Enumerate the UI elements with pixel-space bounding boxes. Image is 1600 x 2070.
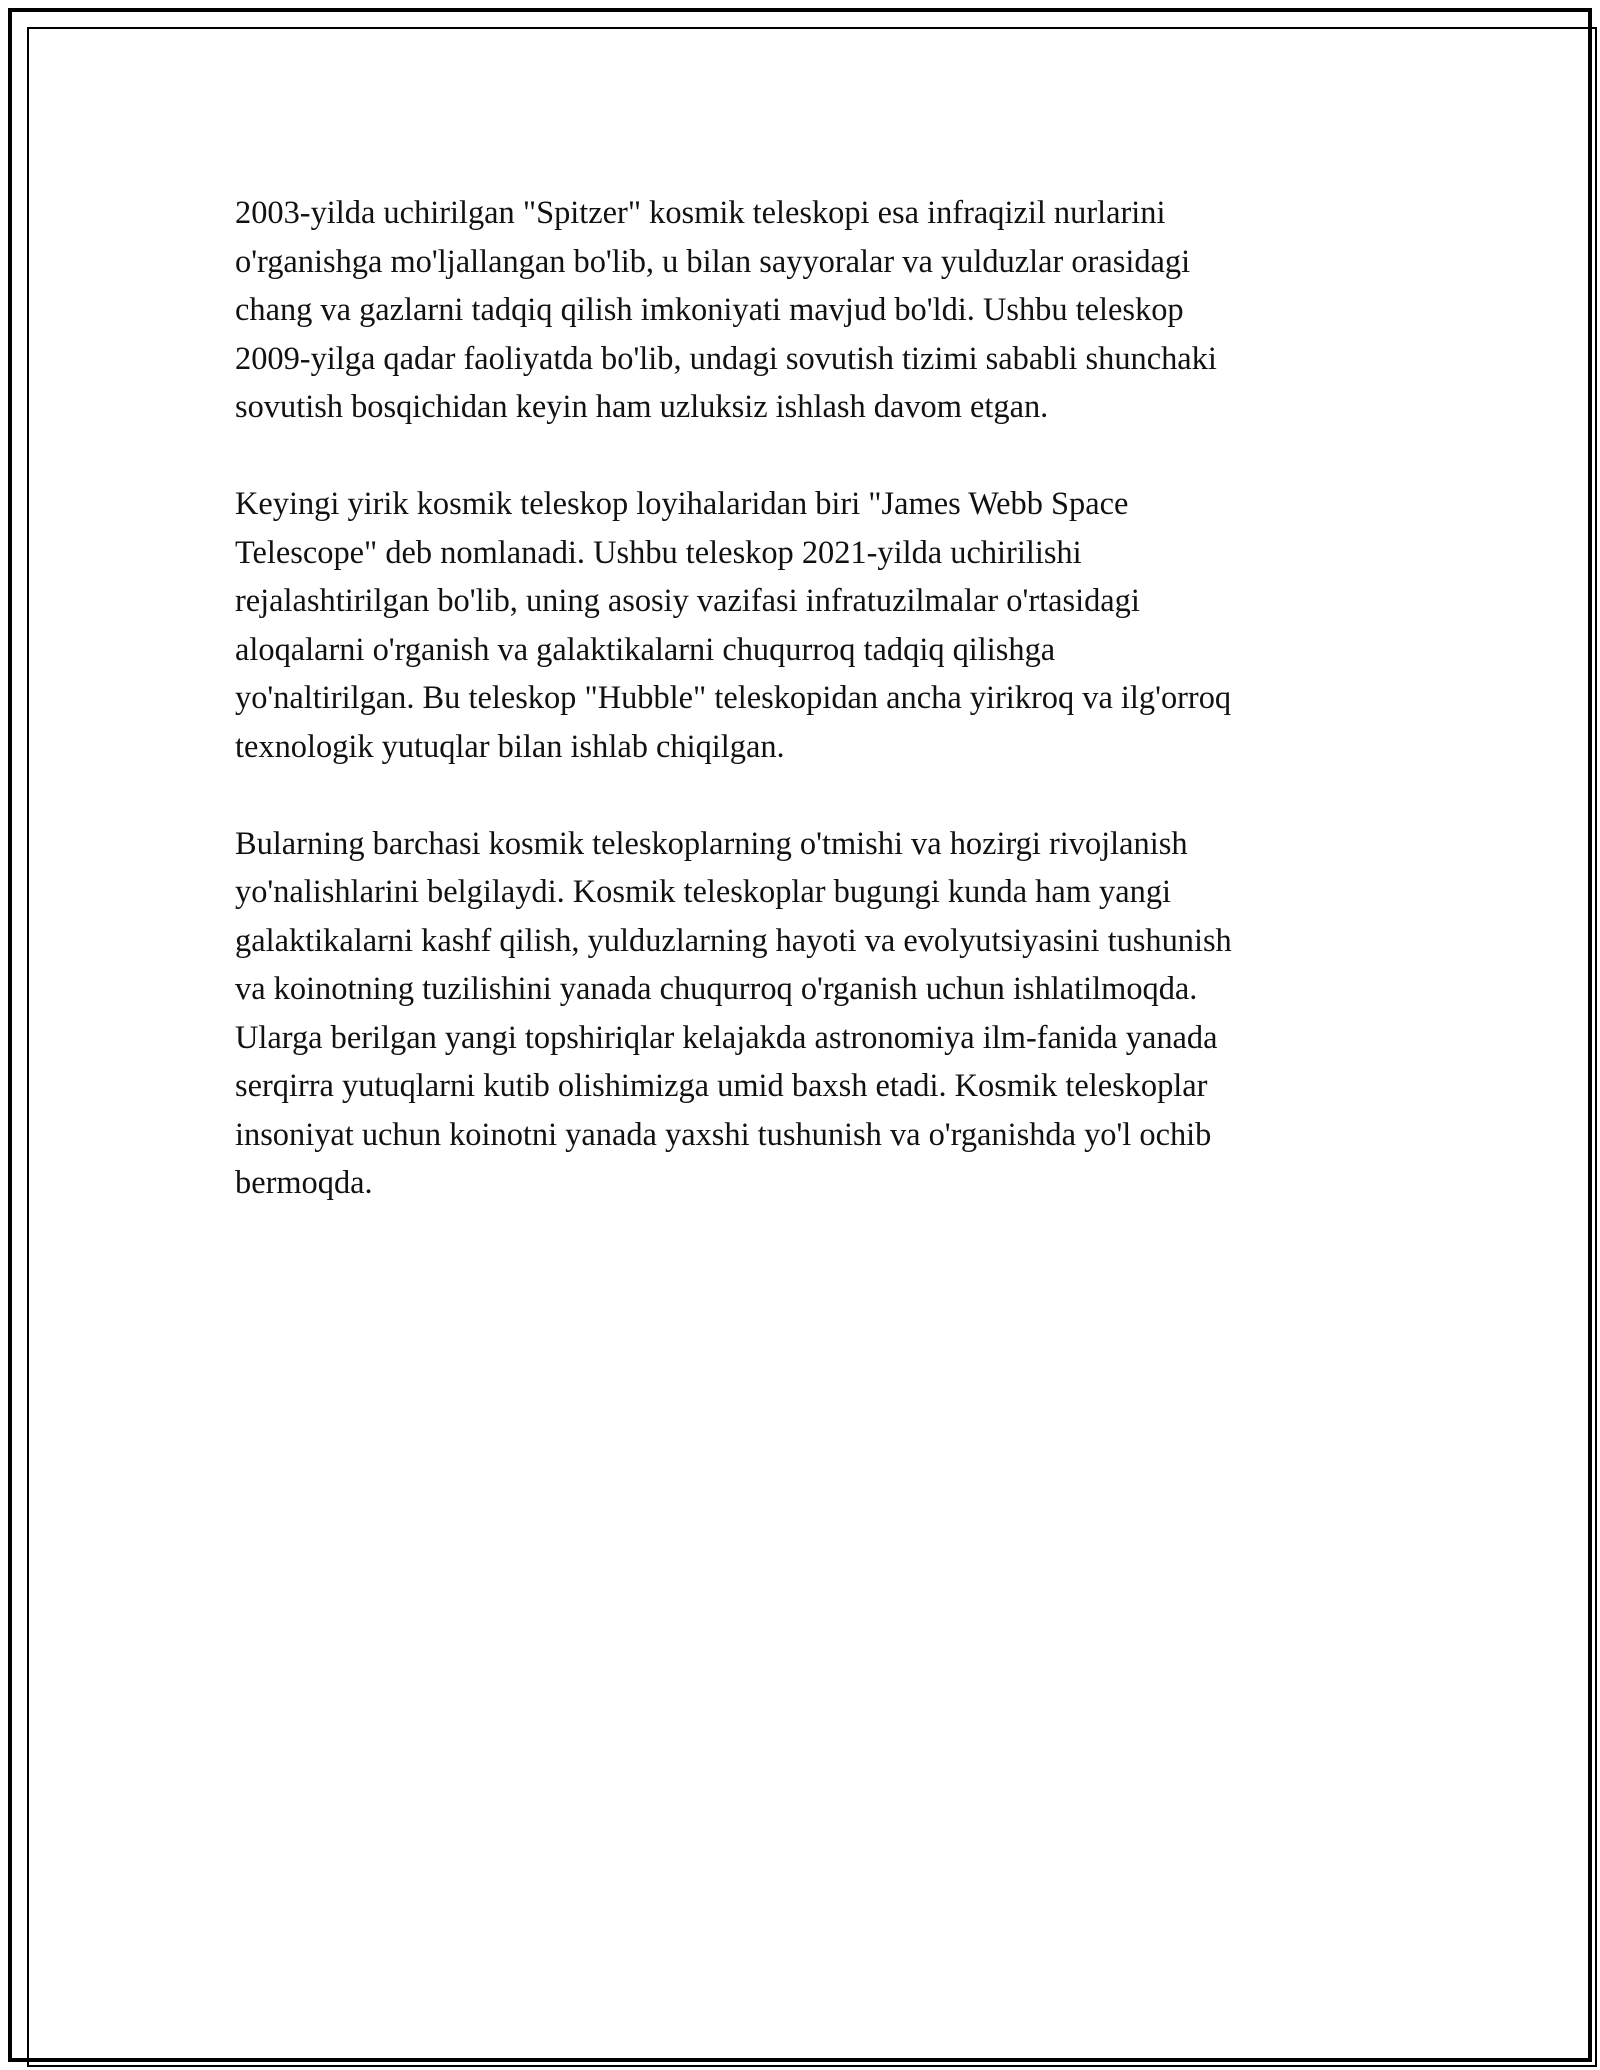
document-body — [235, 189, 1385, 1256]
paragraph-summary: Bularning barchasi kosmik teleskoplarning o'tmishi va hozirgi rivojlanish yo'nalishlarini belgilaydi. Kosmik teleskoplar bugungi kunda ham yangi galaktikalarni kashf qilish, yulduzlarning hayoti va evolyutsiyasini tushunish va koinotning tuzilishini yanada chuqurroq o'rganish uchun ishlatilmoqda. Ularga berilgan yangi topshiriqlar kelajakda astronomiya ilm-fanida yanada serqirra yutuqlarni kutib olishimizga umid baxsh etadi. Kosmik teleskoplar insoniyat uchun koinotni yanada yaxshi tushunish va o'rganishda yo'l ochib bermoqda. — [235, 825, 1232, 1201]
paragraph-james-webb: Keyingi yirik kosmik teleskop loyihalaridan biri "James Webb Space Telescope" deb nomlanadi. Ushbu teleskop 2021-yilda uchirilishi rejalashtirilgan bo'lib, uning asosiy vazifasi infratuzilmalar o'rtasidagi aloqalarni o'rganish va galaktikalarni chuqurroq tadqiq qilishga yo'naltirilgan. Bu teleskop "Hubble" teleskopidan ancha yirikroq va ilg'orroq texnologik yutuqlar bilan ishlab chiqilgan. — [235, 486, 1232, 765]
paragraph-spitzer: 2003-yilda uchirilgan "Spitzer" kosmik teleskopi esa infraqizil nurlarini o'rganishga mo'ljallangan bo'lib, u bilan sayyoralar va yulduzlar orasidagi chang va gazlarni tadqiq qilish imkoniyati mavjud bo'ldi. Ushbu teleskop 2009-yilga qadar faoliyatda bo'lib, undagi sovutish tizimi sababli shunchaki sovutish bosqichidan keyin ham uzluksiz ishlash davom etgan. — [235, 195, 1217, 425]
